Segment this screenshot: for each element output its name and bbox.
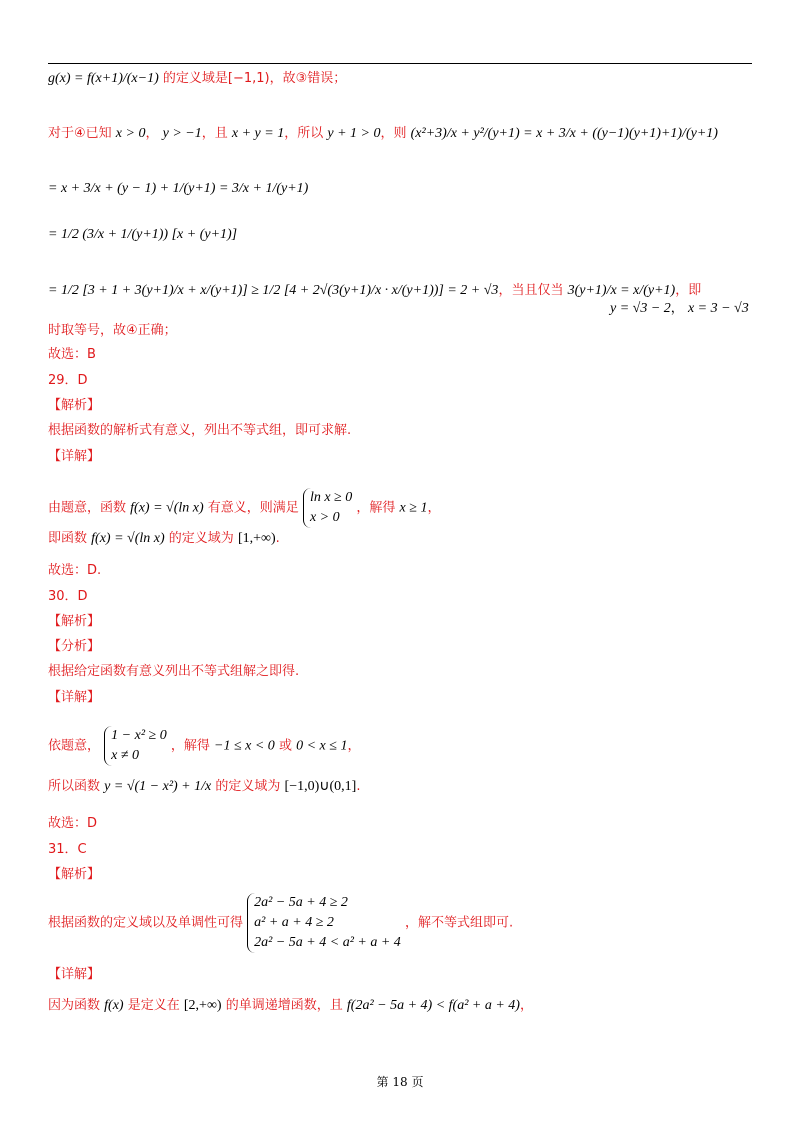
text: 即函数 <box>48 531 88 546</box>
header-rule <box>48 63 752 64</box>
math-f: f(x) <box>104 998 124 1013</box>
math-step-2: = 1/2 (3/x + 1/(y+1)) [x + (y+1)] <box>48 227 238 242</box>
q31-tag-analysis: 【解析】 <box>48 867 101 882</box>
q30-detail-2 <box>48 778 360 796</box>
text: 是定义在 <box>127 998 180 1013</box>
q31-detail <box>48 997 533 1015</box>
text-and: ，且 <box>201 126 228 141</box>
text-g-domain: 的定义域是[−1,1)，故③错误； <box>162 71 347 86</box>
q30-detail-1 <box>48 726 360 766</box>
math-step-3: = 1/2 [3 + 1 + 3(y+1)/x + x/(y+1)] ≥ 1/2 [4 + 2√(3(y+1)/x · x/(y+1))] = 2 + √3 <box>48 283 499 298</box>
line-step-2 <box>48 226 237 244</box>
page-number: 第 18 页 <box>376 1075 424 1089</box>
sys-line-2: x ≠ 0 <box>111 748 140 763</box>
math-f: f(x) = √(ln x) <box>91 531 165 546</box>
sys-line-1: 1 − x² ≥ 0 <box>111 728 167 743</box>
math-solution-1: −1 ≤ x < 0 <box>214 738 275 754</box>
text: ， <box>347 738 361 754</box>
q31-heading: 31．C <box>48 842 87 857</box>
q30-answer: 故选：D <box>48 816 98 831</box>
math-inequality: f(2a² − 5a + 4) < f(a² + a + 4) <box>346 998 520 1013</box>
text-ie: ，即 <box>675 283 702 298</box>
math-solution-2: 0 < x ≤ 1 <box>296 738 348 754</box>
inequality-system <box>247 893 401 953</box>
text: ，解不等式组即可. <box>404 915 514 931</box>
q29-answer: 故选：D. <box>48 563 102 578</box>
line-step-3 <box>48 282 701 300</box>
q29-analysis: 根据函数的解析式有意义，列出不等式组，即可求解. <box>48 423 352 438</box>
math-domain: [2,+∞) <box>183 998 222 1013</box>
q29-heading: 29．D <box>48 373 88 388</box>
text: ，解得 <box>356 500 396 516</box>
sys-line-2: a² + a + 4 ≥ 2 <box>254 915 334 930</box>
text: . <box>356 779 361 794</box>
math-f: y = √(1 − x²) + 1/x <box>104 779 212 794</box>
line-answer-b: 故选：B <box>48 347 96 362</box>
text: 所以函数 <box>48 779 101 794</box>
inequality-system <box>104 726 167 766</box>
text: ， <box>519 998 533 1013</box>
formula-g: g(x) = f(x+1)/(x−1) <box>48 71 159 86</box>
math-step-1: = x + 3/x + (y − 1) + 1/(y+1) = 3/x + 1/(y+1) <box>48 181 309 196</box>
text: 由题意，函数 <box>48 500 127 516</box>
math-x-pos: x > 0 <box>115 126 146 141</box>
q30-tag-fenxi: 【分析】 <box>48 639 101 654</box>
sys-line-2: x > 0 <box>309 510 340 525</box>
q31-analysis <box>48 893 513 953</box>
text-then: ，则 <box>380 126 407 141</box>
math-y-value: y = √3 − 2 <box>610 301 671 316</box>
q30-analysis: 根据给定函数有意义列出不等式组解之即得. <box>48 664 300 679</box>
text: 的单调递增函数，且 <box>225 998 343 1013</box>
text: 根据函数的定义域以及单调性可得 <box>48 915 244 931</box>
math-solution: x ≥ 1 <box>399 500 428 516</box>
sys-line-3: 2a² − 5a + 4 < a² + a + 4 <box>254 935 401 950</box>
text-iff: ，当且仅当 <box>498 283 564 298</box>
q30-tag-analysis: 【解析】 <box>48 614 101 629</box>
line-equality-holds: 时取等号，故④正确； <box>48 323 177 338</box>
text: 依题意， <box>48 738 101 754</box>
q30-heading: 30．D <box>48 589 88 604</box>
math-y-cond: y > −1 <box>162 126 202 141</box>
math-equality-cond: 3(y+1)/x = x/(y+1) <box>567 283 676 298</box>
text-or: 或 <box>278 738 292 754</box>
line-step-1 <box>48 180 308 198</box>
inequality-system <box>303 488 352 528</box>
math-f: f(x) = √(ln x) <box>130 500 204 516</box>
line-g-domain <box>48 70 346 88</box>
q29-tag-analysis: 【解析】 <box>48 398 101 413</box>
text: ， <box>427 500 441 516</box>
sys-line-1: ln x ≥ 0 <box>309 490 353 505</box>
text-so: ，所以 <box>284 126 324 141</box>
math-domain: [−1,0)∪(0,1] <box>284 779 357 794</box>
text: 的定义域为 <box>168 531 234 546</box>
q29-tag-detail: 【详解】 <box>48 449 101 464</box>
q29-detail-1 <box>48 488 440 528</box>
math-sum: x + y = 1 <box>231 126 285 141</box>
q31-tag-detail: 【详解】 <box>48 967 101 982</box>
text-item4: 对于④已知 <box>48 126 112 141</box>
line-step-3-sol: y = √3 − 2， x = 3 − √3 <box>610 301 749 316</box>
sys-line-1: 2a² − 5a + 4 ≥ 2 <box>254 895 348 910</box>
text: 因为函数 <box>48 998 101 1013</box>
line-item4-given <box>48 125 718 143</box>
text: 有意义，则满足 <box>207 500 299 516</box>
math-y1-pos: y + 1 > 0 <box>327 126 381 141</box>
comma: ， <box>145 126 159 141</box>
text: . <box>275 531 280 546</box>
q30-tag-detail: 【详解】 <box>48 690 101 705</box>
math-expansion: (x²+3)/x + y²/(y+1) = x + 3/x + ((y−1)(y+1)+1)/(y+1) <box>410 126 718 141</box>
math-x-value: x = 3 − √3 <box>687 301 749 316</box>
text: ，解得 <box>170 738 210 754</box>
math-domain: [1,+∞) <box>237 531 276 546</box>
q29-detail-2 <box>48 530 280 548</box>
text: 的定义域为 <box>215 779 281 794</box>
